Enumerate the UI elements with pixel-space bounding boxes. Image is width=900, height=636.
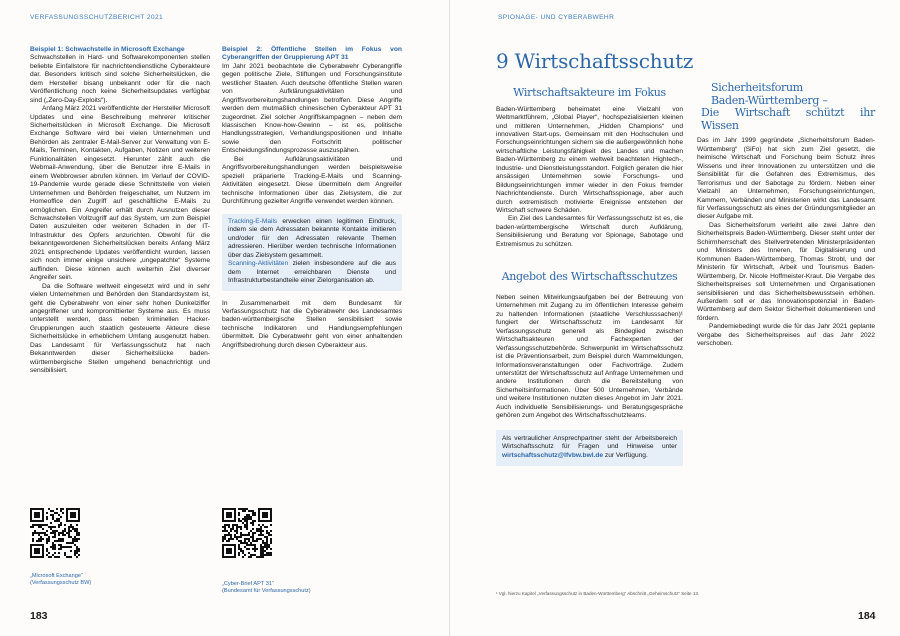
contact-email-link[interactable]: wirtschaftsschutz@lfvbw.bwl.de — [502, 451, 604, 459]
contact-box — [496, 430, 683, 467]
running-header-left: VERFASSUNGSSCHUTZBERICHT 2021 — [30, 14, 164, 21]
term-tracking-emails: Tracking-E-Mails — [228, 217, 278, 225]
contact-text-end: zur Verfügung. — [603, 451, 648, 459]
paragraph: Das im Jahr 1999 gegründete „Sicherheitsforum Baden-Württemberg“ (SiFo) hat sich zum Ziel gesetzt, die heimische Wirtschaft und Forschung beim Schutz ihres Wissens und ihrer Innovationen zu unterstützen und die Sensibilität für die Gefahren des Extremismus, des Terrorismus und der Sabotage zu fördern. Neben einer Vielzahl an Unternehmen, Forschungseinrichtungen, Kammern, Verbänden und Ministerien wirkt das Landesamt für Verfassungsschutz als eines der Gründungsmitglieder an dieser Aufgabe mit. — [697, 137, 875, 221]
qr-caption-2 — [222, 581, 311, 594]
section-heading-sicherheitsforum — [697, 82, 875, 132]
qr-caption-line: (Verfassungsschutz BW) — [30, 579, 92, 586]
term-definition: erwecken einen legitimen Eindruck, indem sie dem Adressaten bekannte Kontakte imitieren und/oder für den Adressaten relevante Themen adressieren. Hierüber werden technische Informationen über das Zielsystem gesammelt. — [228, 217, 396, 259]
running-header-right: SPIONAGE- UND CYBERABWEHR — [498, 14, 615, 21]
paragraph: In Zusammenarbeit mit dem Bundesamt für Verfassungsschutz hat die Cyberabwehr des Landesamtes baden-württembergische Stellen sensibilisiert sowie technische Indikatoren und Handlungsempfehlungen übermittelt. Die Cyberabwehr geht von einer anhaltenden Angriffsbedrohung durch diesen Cyberakteur aus. — [222, 299, 402, 349]
section-heading-angebot: Angebot des Wirtschaftsschutzes — [501, 270, 678, 284]
qr-caption-line: „Cyber-Brief APT 31“ — [222, 581, 274, 587]
term-scanning: Scanning-Aktivitäten — [228, 260, 289, 268]
footnote: ¹ Vgl. hierzu Kapitel „Verfassungsschutz in Baden-Württemberg“ Abschnitt „Geheimschutz“ Seite 13. — [496, 591, 700, 596]
heading-line: Die Wirtschaft schützt ihr Wissen — [701, 106, 875, 132]
term-definition: zielen insbesondere auf die aus dem Internet erreichbaren Dienste und Infrastrukturbestandteile einer Zielorganisation ab. — [228, 260, 396, 285]
qr-caption-line: (Bundesamt für Verfassungsschutz) — [222, 587, 311, 594]
qr-code-cyber-brief[interactable] — [222, 508, 272, 558]
qr-caption-1 — [30, 573, 91, 586]
paragraph: Bei Aufklärungsaktivitäten und Angriffsvorbereitungshandlungen werden beispielsweise speziell präparierte Tracking-E-Mails und Scanning-Aktivitäten eingesetzt. Diese übermitteln dem Angreifer technische Informationen über das Zielsystem, die zur Durchführung gezielter Angriffe verwendet werden können. — [222, 155, 402, 206]
heading-line: Sicherheitsforum — [711, 81, 803, 94]
paragraph: Ein Ziel des Landesamtes für Verfassungsschutz ist es, die baden-württembergische Wirtschaft durch Aufklärung, Sensibilisierung und Beratung vor Spionage, Sabotage und Extremismus zu schützen. — [496, 215, 683, 248]
qr-caption-line: „Microsoft Exchange“ — [30, 573, 83, 579]
paragraph: Da die Software weltweit eingesetzt wird und in sehr vielen Unternehmen und Behörden den Standardsystem ist, geht die Cyberabwehr von einer sehr hohen Dunkelziffer angegriffener und kompromittierter Systeme aus. Es muss unterstellt werden, dass neben kriminellen Hacker-Gruppierungen auch staatlich gesteuerte Akteure diese Sicherheitslücke in erheblichem Umfang ausgenutzt haben. Das Landesamt für Verfassungsschutz hat nach Bekanntwerden dieser Sicherheitslücke baden-württembergische Stellen umgehend benachrichtigt und sensibilisiert. — [30, 282, 210, 375]
section-heading-wirtschaftsakteure: Wirtschaftsakteure im Fokus — [513, 86, 666, 99]
right-column-2 — [697, 82, 875, 349]
contact-text: Als vertraulicher Ansprechpartner steht der Arbeitsbereich Wirtschaftsschutz für Fragen und Hinweise unter — [502, 434, 677, 451]
page-number-right: 184 — [858, 610, 876, 622]
paragraph: Anfang März 2021 veröffentlichte der Hersteller Microsoft Updates und eine Beschreibung mehrerer kritischer Sicherheitslücken in Microsoft Exchange. Die Microsoft Exchange Software wird bei vielen Unternehmen und Behörden als zentraler E-Mail-Server zur Verwaltung von E-Mails, Terminen, Kontakten, Aufgaben, Notizen und weiteren Funktionalitäten eingesetzt. Hierunter zählt auch die Webmail-Anwendung, über die Benutzer ihre E-Mails in einem Webbrowser abrufen können. Im Verlauf der COVID-19-Pandemie wurde gerade diese Schnittstelle von vielen Unternehmen und Behörden freigeschaltet, um Nutzern im Homeoffice den Zugriff auf geschäftliche E-Mails zu ermöglichen. Ein Angreifer erhält durch Ausnutzen dieser Schwachstellen Vollzugriff auf das System, um zum Beispiel Daten auszuleiten oder weiteren Schaden in der IT-Infrastruktur des Opfers anzurichten. Obwohl für die bekanntgewordenen Sicherheitslücken bereits Anfang März 2021 entsprechende Updates veröffentlicht wurden, lassen sich noch immer einige unsichere „ungepatchte“ Systeme auffinden. Diese können auch weiterhin Ziel diverser Angreifer sein. — [30, 105, 210, 282]
paragraph: Schwachstellen in Hard- und Softwarekomponenten stellen beliebte Einfallstore für nachrichtendienstliche Cyberakteure dar. Besonders kritisch sind solche Sicherheitslücken, die dem Hersteller bisang unbekannt oder für die nach Veröffentlichung noch keine Sicherheitsupdates verfügbar sind („Zero-Day-Exploits“). — [30, 54, 210, 104]
paragraph: Pandemiebedingt wurde die für das Jahr 2021 geplante Vergabe des Sicherheitspreises auf das Jahr 2022 verschoben. — [697, 323, 875, 348]
paragraph: Im Jahr 2021 beobachtete die Cyberabwehr Cyberangriffe gegen politische Ziele, Stiftungen und Forschungsinstitute westlicher Staaten. Auch deutsche öffentliche Stellen waren von Aufklärungsaktivitäten und Angriffsvorbereitungshandlungen betroffen. Diese Angriffe werden dem mutmaßlich chinesischen Cyberakteur APT 31 zugeordnet. Ziel solcher Angriffskampagnen – neben dem klassischen Know-how-Gewinn – ist es, politische Handlungsstrategien, Verhandlungspositionen und Inhalte sowie den Fortschritt politischer Entscheidungsfindungsprozesse auszuspähen. — [222, 62, 402, 155]
heading-line: Baden-Württemberg – — [711, 93, 828, 107]
paragraph: Das Sicherheitsforum verleiht alle zwei Jahre den Sicherheitspreis Baden-Württemberg. Dieser steht unter der Schirmherrschaft des Stellvertretenden Ministerpräsidenten und Ministers des Inneren, für Digitalisierung und Kommunen Baden-Württemberg, Thomas Strobl, und der Ministerin für Wirtschaft, Arbeit und Tourismus Baden-Württemberg, Dr. Nicole Hoffmeister-Kraut. Die Vergabe des Sicherheitspreises soll Unternehmen und Organisationen sensibilisieren und das Sicherheitsbewusstsein erhöhen. Außerdem soll er das Innovationspotenzial in Baden-Württemberg auf dem Sektor Sicherheit dokumentieren und fördern. — [697, 221, 875, 322]
page-number-left: 183 — [30, 610, 48, 622]
left-column-2 — [222, 46, 402, 350]
example-1-heading: Beispiel 1: Schwachstelle in Microsoft Exchange — [30, 46, 185, 53]
example-2-heading: Beispiel 2: Öffentliche Stellen im Fokus von Cyberangriffen der Gruppierung APT 31 — [222, 46, 402, 62]
left-page — [0, 0, 449, 636]
qr-code-microsoft-exchange[interactable] — [30, 508, 80, 558]
definition-box — [222, 214, 402, 291]
chapter-title: 9 Wirtschaftsschutz — [496, 49, 694, 73]
paragraph: Neben seinen Mitwirkungsaufgaben bei der Betreuung von Unternehmen mit Zugang zu im öffentlichen Interesse geheim zu haltenden Informationen (staatliche Verschlusssachen)¹ fungiert der Wirtschaftsschutz im Landesamt für Verfassungsschutz generell als Bindeglied zwischen Wirtschaftsakteuren und Fachexperten der Verfassungsschutzbehörde. Schwerpunkt im Wirtschaftsschutz ist die Präventionsarbeit, zum Beispiel durch Warnmeldungen, Informationsveranstaltungen oder Fachvorträge. Zudem unterstützt der Wirtschaftsschutz auf Anfrage Unternehmen und andere Institutionen durch die Bereitstellung von Sicherheitsinformationen. Über 500 Unternehmen, Verbände und weitere Institutionen nutzten dieses Angebot im Jahr 2021. Auch individuelle Sensibilisierungs- und Beratungsgespräche gehören zum Angebot des Wirtschaftsschutzteams. — [496, 293, 683, 420]
left-column-1 — [30, 46, 210, 376]
right-column-1 — [496, 87, 683, 466]
paragraph: Baden-Württemberg beheimatet eine Vielzahl von Weltmarktführern, „Global Player“, hochspezialisierten kleinen und mittleren Unternehmen, „Hidden Champions“ und innovativen Start-ups. Gemeinsam mit den Hochschulen und Forschungseinrichtungen sichern sie die außergewöhnlich hohe wirtschaftliche Leistungsfähigkeit des Landes und machen Baden-Württemberg zu einem weltweit beachteten Hightech-, Industrie- und Dienstleistungsstandort. Folglich geraten die hier ansässigen Unternehmen sowie Forschungs- und Bildungseinrichtungen immer wieder in den Fokus fremder Nachrichtendienste. Durch Wirtschaftsspionage, aber auch durch extremistisch motivierte Ereignisse entstehen der Wirtschaft schwere Schäden. — [496, 105, 683, 215]
